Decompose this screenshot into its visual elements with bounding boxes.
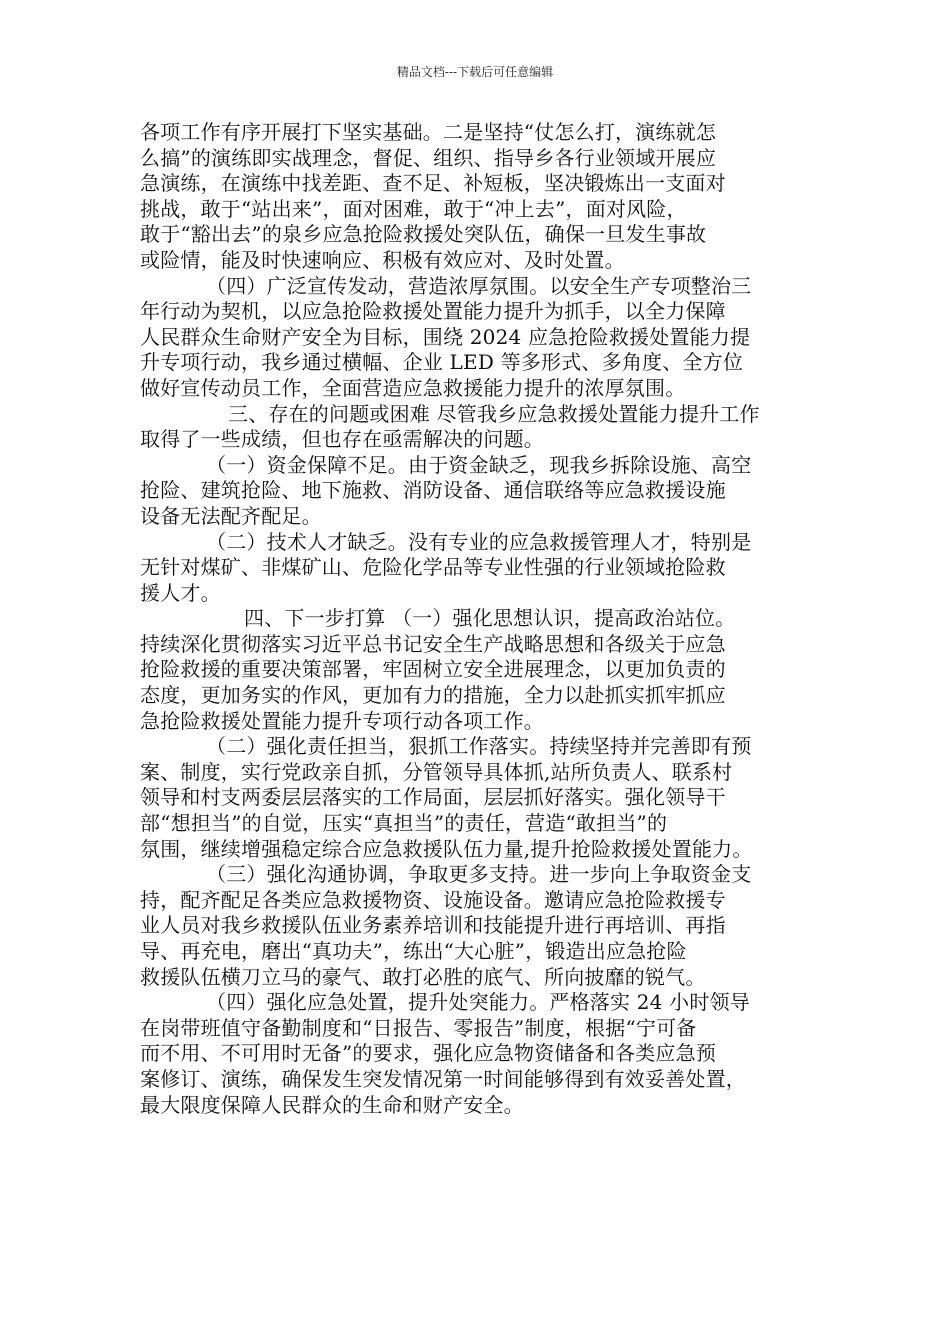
- text-line: 领导和村支两委层层落实的工作局面，层层抓好落实。强化领导干: [140, 785, 726, 810]
- text-line: 氛围，继续增强稳定综合应急救援队伍力量,提升抢险救援处置能力。: [140, 836, 753, 861]
- text-line: 四、下一步打算 （一）强化思想认识，提高政治站位。: [244, 606, 736, 631]
- text-line: 急抢险救援处置能力提升专项行动各项工作。: [140, 708, 544, 733]
- text-line: （二）强化责任担当，狠抓工作落实。持续坚持并完善即有预: [206, 734, 752, 759]
- text-line: 急演练，在演练中找差距、查不足、补短板，坚决锻炼出一支面对: [140, 171, 726, 196]
- text-line: 导、再充电，磨出“真功夫”，练出“大心脏”，锻造出应急抢险: [140, 939, 687, 963]
- text-line: 做好宣传动员工作，全面营造应急救援能力提升的浓厚氛围。: [140, 375, 686, 400]
- text-line: 而不用、不可用时无备”的要求，强化应急物资储备和各类应急预: [140, 1041, 717, 1066]
- text-line: （四）强化应急处置，提升处突能力。严格落实 24 小时领导: [206, 990, 750, 1015]
- text-line: 抢险、建筑抢险、地下施救、消防设备、通信联络等应急救援设施: [140, 478, 726, 503]
- text-line: 案、制度，实行党政亲自抓，分管领导具体抓,站所负责人、联系村: [140, 759, 733, 784]
- text-line: （三）强化沟通协调，争取更多支持。进一步向上争取资金支: [206, 862, 752, 887]
- text-line: 最大限度保障人民群众的生命和财产安全。: [140, 1092, 524, 1117]
- text-line: 各项工作有序开展打下坚实基础。二是坚持“仗怎么打，演练就怎: [140, 120, 717, 144]
- text-line: 或险情，能及时快速响应、积极有效应对、及时处置。: [140, 247, 625, 272]
- text-line: 持续深化贯彻落实习近平总书记安全生产战略思想和各级关于应急: [140, 631, 726, 656]
- text-line: 业人员对我乡救援队伍业务素养培训和技能提升进行再培训、再指: [140, 913, 726, 938]
- text-line: 设备无法配齐配足。: [140, 503, 322, 528]
- page-header: 精品文档---下载后可任意编辑: [396, 65, 554, 79]
- text-line: 抢险救援的重要决策部署，牢固树立安全进展理念，以更加负责的: [140, 657, 726, 682]
- text-line: （二）技术人才缺乏。没有专业的应急救援管理人才，特别是: [206, 529, 752, 554]
- text-line: 么搞”的演练即实战理念，督促、组织、指导乡各行业领域开展应: [140, 145, 717, 170]
- text-line: 无针对煤矿、非煤矿山、危险化学品等专业性强的行业领域抢险救: [140, 555, 726, 580]
- text-line: （四）广泛宣传发动，营造浓厚氛围。以安全生产专项整治三: [206, 273, 752, 298]
- text-line: 持，配齐配足各类应急救援物资、设施设备。邀请应急抢险救援专: [140, 887, 726, 912]
- text-line: 态度，更加务实的作风，更加有力的措施，全力以赴抓实抓牢抓应: [140, 683, 726, 708]
- text-line: 救援队伍横刀立马的豪气、敢打必胜的底气、所向披靡的锐气。: [140, 964, 706, 989]
- text-line: 部“想担当”的自觉，压实“真担当”的责任，营造“敢担当”的: [140, 811, 668, 836]
- text-line: 援人才。: [140, 580, 221, 605]
- text-line: 三、存在的问题或困难 尽管我乡应急救援处置能力提升工作: [228, 401, 760, 426]
- text-line: 取得了一些成绩，但也存在亟需解决的问题。: [140, 427, 544, 452]
- text-line: 案修订、演练，确保发生突发情况第一时间能够得到有效妥善处置，: [140, 1066, 746, 1091]
- text-line: 升专项行动，我乡通过横幅、企业 LED 等多形式、多角度、全方位: [140, 350, 744, 375]
- text-line: 在岗带班值守备勤制度和“日报告、零报告”制度，根据“宁可备: [140, 1015, 697, 1040]
- text-line: 敢于“豁出去”的泉乡应急抢险救援处突队伍，确保一旦发生事故: [140, 222, 707, 247]
- text-line: 年行动为契机，以应急抢险救援处置能力提升为抓手，以全力保障: [140, 299, 726, 324]
- text-line: （一）资金保障不足。由于资金缺乏，现我乡拆除设施、高空: [206, 452, 752, 477]
- text-line: 挑战，敢于“站出来”，面对困难，敢于“冲上去”，面对风险，: [140, 196, 687, 221]
- document-body: [140, 120, 820, 1118]
- text-line: 人民群众生命财产安全为目标，围绕 2024 应急抢险救援处置能力提: [140, 324, 751, 349]
